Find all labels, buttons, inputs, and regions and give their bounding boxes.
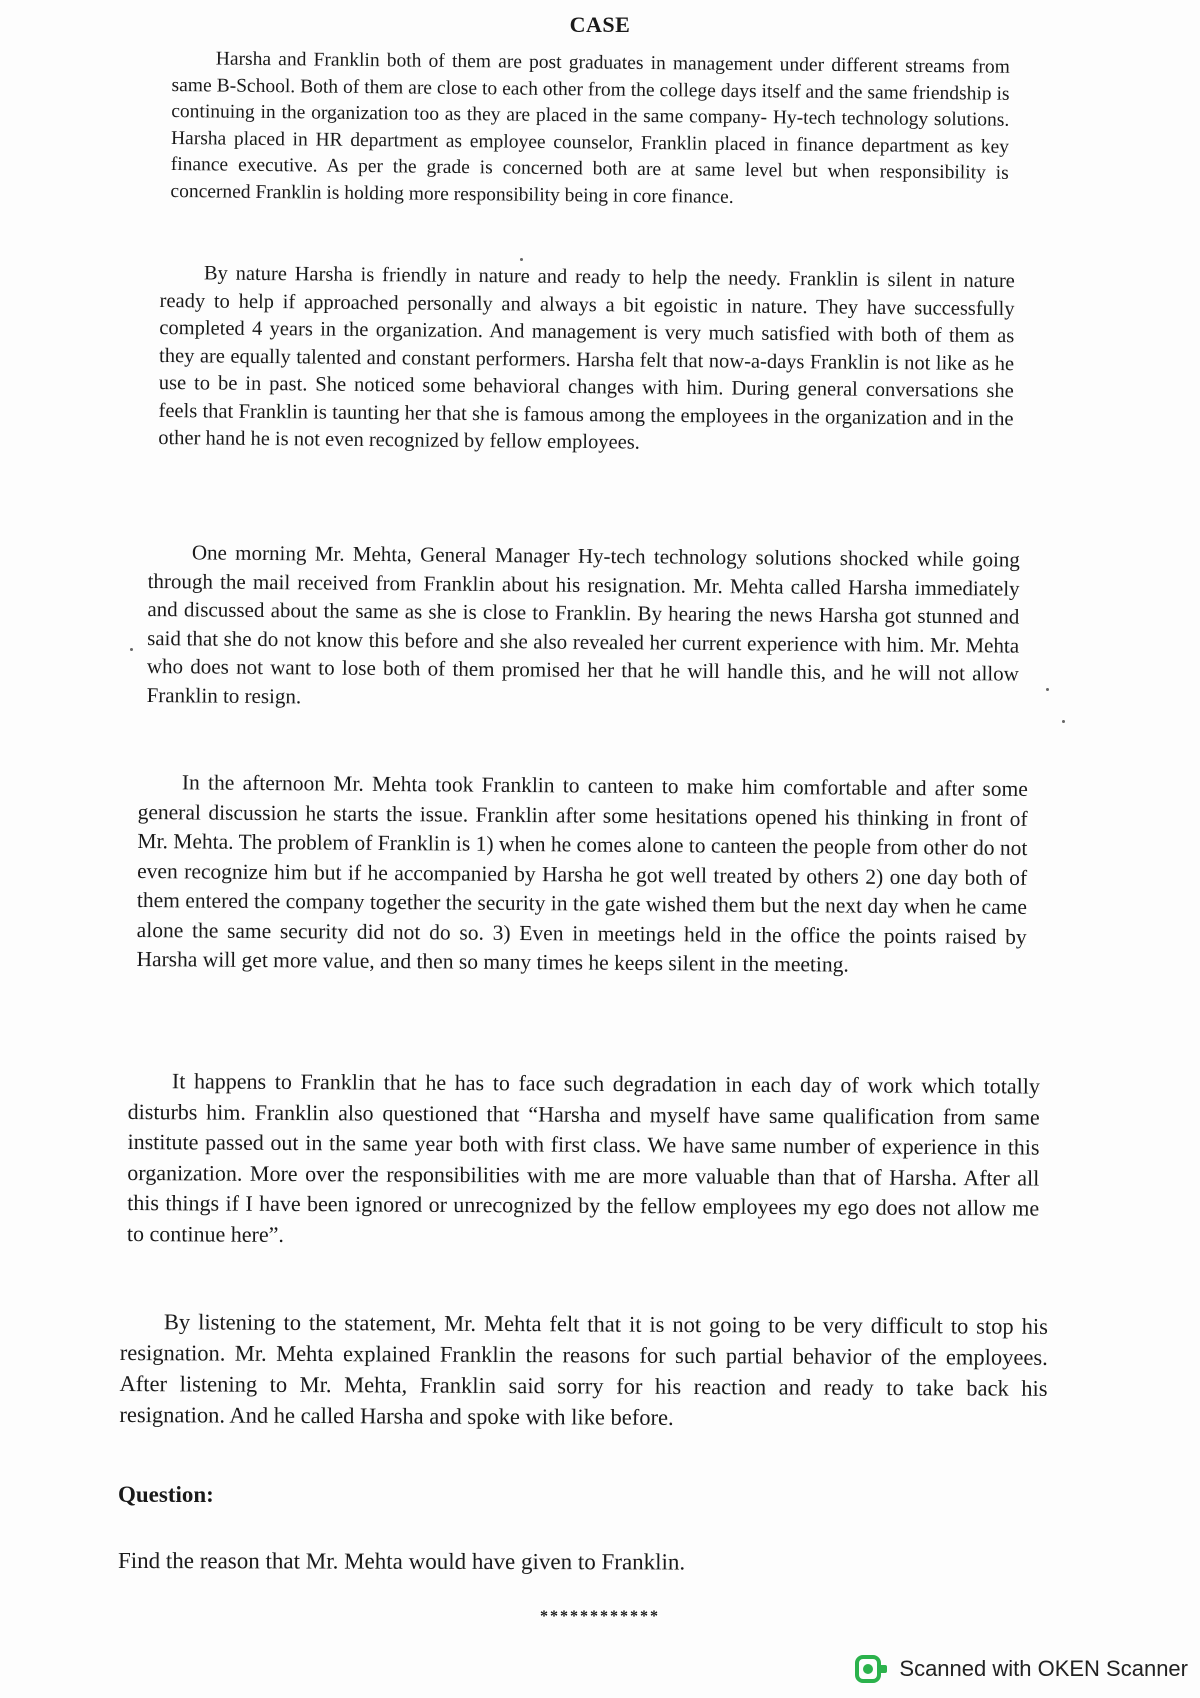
paragraph-text: By nature Harsha is friendly in nature and ready to help the needy. Franklin is silent in nature ready to help if approached personally and always a bit egoistic in nature. They have successfully completed 4 years in the organization. And management is very much satisfied with both of them as they are equally talented and constant performers. Harsha felt that now-a-days Franklin is not like as he use to be in past. She noticed some behavioral changes with him. During general conversations she feels that Franklin is taunting her that she is famous among the employees in the organization and in the other hand he is not even recognized by fellow employees. (158, 262, 1015, 454)
case-paragraph-3 (147, 538, 1020, 717)
question-heading: Question: (118, 1482, 214, 1507)
case-paragraph-5 (127, 1066, 1040, 1255)
scan-speck (1062, 720, 1065, 723)
scan-speck (1046, 688, 1049, 691)
scanner-watermark (855, 1654, 1188, 1684)
oken-scanner-logo-icon (855, 1654, 889, 1684)
scanner-watermark-text: Scanned with OKEN Scanner (899, 1656, 1188, 1681)
scan-speck (520, 258, 523, 261)
case-paragraph-2 (158, 260, 1015, 461)
paragraph-text: It happens to Franklin that he has to face such degradation in each day of work which totally disturbs him. Franklin also questioned that “Harsha and myself have same qualification from same institute passed out in the same year both with first class. We have same number of experience in this organization. More over the responsibilities with me are more valuable than that of Harsha. After all this things if I have been ignored or unrecognized by the fellow employees my ego does not allow me to continue here”. (126, 1068, 1040, 1247)
end-separator: ************ (540, 1608, 660, 1625)
paragraph-text: Harsha and Franklin both of them are post graduates in management under different streams from same B-School. Both of them are close to each other from the college days itself and the same friendship is continuing in the organization too as they are placed in the same company- Hy-tech technology solutions. Harsha placed in HR department as employee counselor, Franklin placed in finance department as key finance executive. As per the grade is concerned both are at same level but when responsibility is concerned Franklin is holding more responsibility being in core finance. (170, 48, 1010, 208)
case-title: CASE (569, 12, 631, 37)
case-paragraph-6 (119, 1306, 1048, 1435)
case-paragraph-1 (170, 46, 1010, 214)
question-text: Find the reason that Mr. Mehta would have given to Franklin. (117, 1548, 686, 1575)
paragraph-text: In the afternoon Mr. Mehta took Franklin to canteen to make him comfortable and after some general discussion he starts the issue. Franklin after some hesitations opened his thinking in front of Mr. Mehta. The problem of Franklin is 1) when he comes alone to canteen the people from other do not even recognize him but if he accompanied by Harsha he got well treated by others 2) one day both of them entered the company together the security in the gate wished them but the next day when he came alone the same security did not do so. 3) Even in meetings held in the office the points raised by Harsha will get more value, and then so many times he keeps silent in the meeting. (136, 770, 1028, 977)
case-paragraph-4 (136, 768, 1028, 981)
paragraph-text: One morning Mr. Mehta, General Manager Hy-tech technology solutions shocked while going through the mail received from Franklin about his resignation. Mr. Mehta called Harsha immediately and discussed about the same as she is close to Franklin. By hearing the news Harsha got stunned and said that she do not know this before and she also revealed her current experience with him. Mr. Mehta who does not want to lose both of them promised her that he will handle this, and he will not allow Franklin to resign. (146, 540, 1020, 708)
paragraph-text: By listening to the statement, Mr. Mehta felt that it is not going to be very difficult to stop his resignation. Mr. Mehta explained Franklin the reasons for such partial behavior of the employees. After listening to Mr. Mehta, Franklin said sorry for his reaction and ready to take back his resignation. And he called Harsha and spoke with like before. (119, 1309, 1048, 1430)
scan-speck (130, 648, 133, 651)
